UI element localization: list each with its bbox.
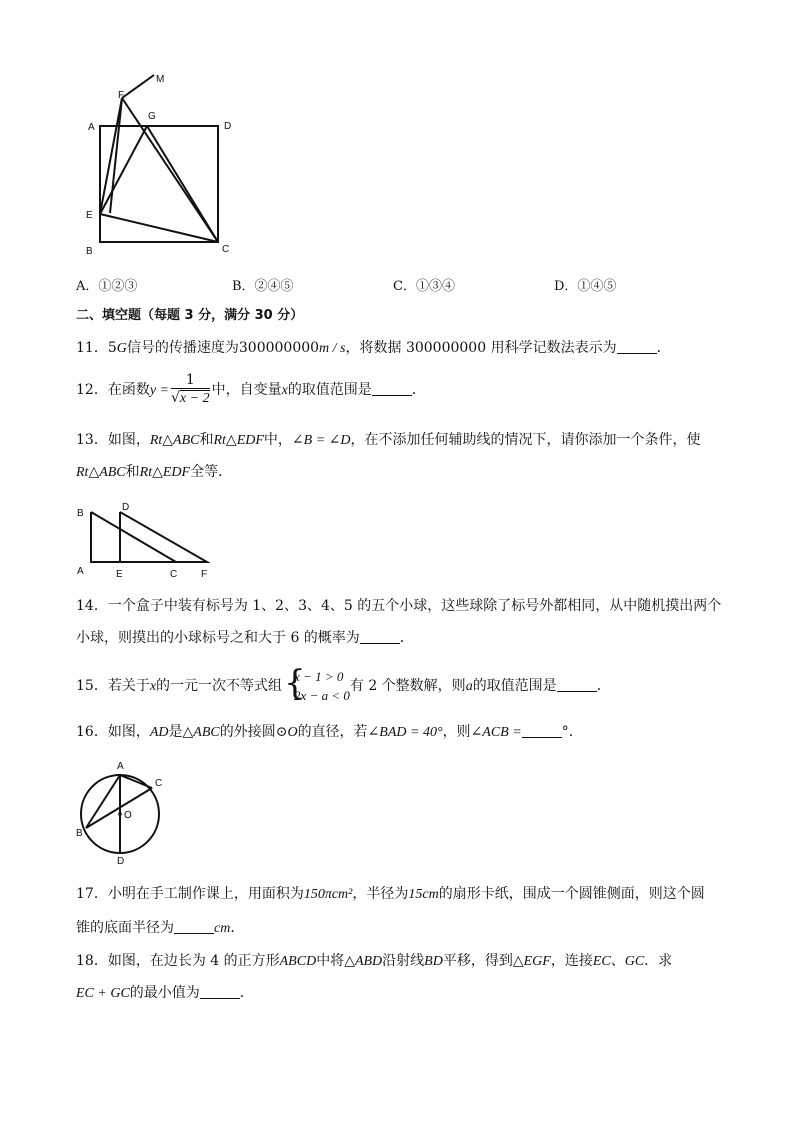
q16-text: 是: [168, 724, 183, 740]
label-d: D: [122, 502, 130, 513]
q12-y: y =: [149, 383, 169, 398]
answer-blank-18: [200, 984, 240, 999]
q13-angle: ∠B = ∠D: [291, 433, 351, 448]
q12-num: 12．在函数: [76, 382, 150, 398]
option-a: A．①②③: [76, 279, 138, 294]
label-e: E: [86, 210, 93, 221]
q14-end: ．: [399, 630, 414, 646]
figure-q10-square: [80, 68, 240, 260]
q16-angle-acb: ∠ACB =: [470, 725, 522, 740]
q14-text: 小球，则摸出的小球标号之和大于 6 的概率为: [76, 630, 360, 646]
label-g: G: [148, 111, 156, 122]
q12-fraction: [171, 372, 210, 408]
q16-end: °．: [561, 724, 583, 740]
label-e: E: [116, 569, 123, 580]
q11-num: 11．: [76, 340, 108, 356]
q17-text: 17．小明在手工制作课上，用面积为: [76, 886, 304, 902]
question-17-line2: [76, 918, 244, 939]
q13-triangle-abc: Rt△ABC: [149, 433, 200, 448]
question-17-line1: [76, 884, 705, 905]
q11-unit: m / s: [319, 341, 346, 356]
q18-gc: GC: [624, 954, 645, 969]
label-f: F: [118, 90, 125, 101]
label-d: D: [224, 121, 232, 132]
q11-five: 5: [107, 340, 117, 356]
q15-text: 的一元一次不等式组: [156, 678, 283, 694]
answer-blank-15: [557, 677, 597, 692]
question-13-line2: [76, 462, 232, 483]
q18-square: ABCD: [279, 954, 317, 969]
q12-denominator: √x − 2: [171, 390, 210, 406]
label-c: C: [155, 778, 163, 789]
q12-x: x: [281, 383, 288, 398]
label-b: B: [76, 828, 83, 839]
q13-text: 中，: [263, 432, 292, 448]
q11-text2: ，将数据 300000000 用科学记数法表示为: [345, 340, 617, 356]
q17-text3: 的扇形卡纸，围成一个圆锥侧面，则这个圆: [438, 886, 705, 902]
q12-numerator: 1: [171, 372, 210, 389]
answer-blank-16: [522, 723, 562, 738]
label-f: F: [201, 569, 208, 580]
q18-bd: BD: [424, 954, 443, 969]
q16-triangle: △ABC: [182, 725, 220, 740]
label-a: A: [117, 761, 124, 772]
q13-and-2: 和: [125, 464, 140, 480]
q17-text2: ，半径为: [352, 886, 409, 902]
answer-blank-17: [174, 919, 214, 934]
q18-text5: ，连接: [550, 953, 593, 969]
q18-end: ．: [239, 985, 254, 1001]
q16-text3: 的直径，若: [297, 724, 368, 740]
question-14-line1: 14．一个盒子中装有标号为 1、2、3、4、5 的五个小球，这些球除了标号外都相同，从中随机摸出两个: [76, 598, 722, 614]
label-a: A: [77, 566, 84, 577]
q15-ineq-2: 2x − a < 0: [294, 688, 350, 703]
figure-q16-circle: [74, 756, 174, 866]
option-c: C．①③④: [393, 279, 455, 294]
label-a: A: [88, 122, 95, 133]
q18-triangle-abd: △ABD: [344, 954, 383, 969]
q13-end: 全等．: [190, 464, 233, 480]
q16-text4: ，则: [442, 724, 471, 740]
q17-radius: 15cm: [408, 887, 439, 902]
q11-text: 信号的传播速度为: [126, 340, 239, 356]
q16-text2: 的外接圆: [219, 724, 276, 740]
label-b: B: [86, 246, 93, 257]
q13-triangle-edf-2: Rt△EDF: [139, 465, 191, 480]
label-d: D: [117, 856, 125, 866]
question-18-line2: [76, 983, 254, 1004]
q11-g: G: [116, 341, 127, 356]
question-18-line1: [76, 951, 672, 972]
section-title: 二、填空题（每题 3 分，满分 30 分）: [76, 308, 304, 323]
q18-text: 18．如图，在边长为 4 的正方形: [76, 953, 280, 969]
q12-text: 中，自变量: [211, 382, 282, 398]
figure-q13-triangles: [74, 500, 224, 582]
q13-triangle-abc-2: Rt△ABC: [76, 465, 126, 480]
q13-text2: ，在不添加任何辅助线的情况下，请你添加一个条件，使: [350, 432, 701, 448]
question-13-line1: [76, 430, 700, 451]
q15-x: x: [149, 679, 157, 694]
q16-ad: AD: [149, 725, 169, 740]
q18-text3: 沿射线: [382, 953, 425, 969]
q16-circle: ⊙O: [275, 725, 298, 740]
q17-unit: cm: [214, 921, 231, 936]
label-m: M: [156, 74, 165, 85]
q11-speed: 300000000: [238, 340, 320, 356]
q13-num: 13．如图，: [76, 432, 150, 448]
q16-num: 16．如图，: [76, 724, 150, 740]
q15-end: ．: [596, 678, 611, 694]
question-11: [76, 338, 671, 359]
q17-area: 150πcm²: [303, 887, 353, 902]
q13-and: 和: [199, 432, 214, 448]
q15-text2: 有 2 个整数解，则: [349, 678, 466, 694]
label-c: C: [222, 244, 230, 255]
q18-text2: 中将: [316, 953, 345, 969]
q11-end: ．: [656, 340, 671, 356]
q16-angle-bad: ∠BAD = 40°: [367, 725, 443, 740]
ray-fm: [122, 75, 154, 98]
q12-end: ．: [411, 382, 426, 398]
q15-text3: 的取值范围是: [472, 678, 557, 694]
question-16: [76, 722, 583, 743]
question-12: [76, 372, 426, 409]
question-14-line2: [76, 628, 414, 648]
q18-ec: EC: [592, 954, 611, 969]
answer-blank-11: [617, 339, 657, 354]
q18-sep: 、: [610, 953, 625, 969]
label-b: B: [77, 508, 84, 519]
q15-ineq-1: x − 1 > 0: [294, 669, 344, 684]
q12-text2: 的取值范围是: [287, 382, 372, 398]
q13-triangle-edf: Rt△EDF: [213, 433, 264, 448]
label-c: C: [170, 569, 178, 580]
q15-a: a: [465, 679, 473, 694]
question-15: [76, 663, 611, 707]
q17-text4: 锥的底面半径为: [76, 920, 174, 936]
q17-end: ．: [230, 920, 245, 936]
answer-blank-14: [360, 629, 400, 644]
q18-triangle-egf: △EGF: [512, 954, 551, 969]
option-b: B．②④⑤: [232, 279, 294, 294]
option-d: D．①④⑤: [554, 279, 617, 294]
q15-num: 15．若关于: [76, 678, 150, 694]
label-o: O: [124, 810, 132, 821]
q18-text4: 平移，得到: [442, 953, 513, 969]
q15-inequality-system: { x − 1 > 0 2x − a < 0: [284, 663, 350, 703]
q18-text7: 的最小值为: [129, 985, 200, 1001]
q18-sum: EC + GC: [76, 986, 130, 1001]
q18-text6: ．求: [644, 953, 673, 969]
answer-blank-12: [372, 381, 412, 396]
